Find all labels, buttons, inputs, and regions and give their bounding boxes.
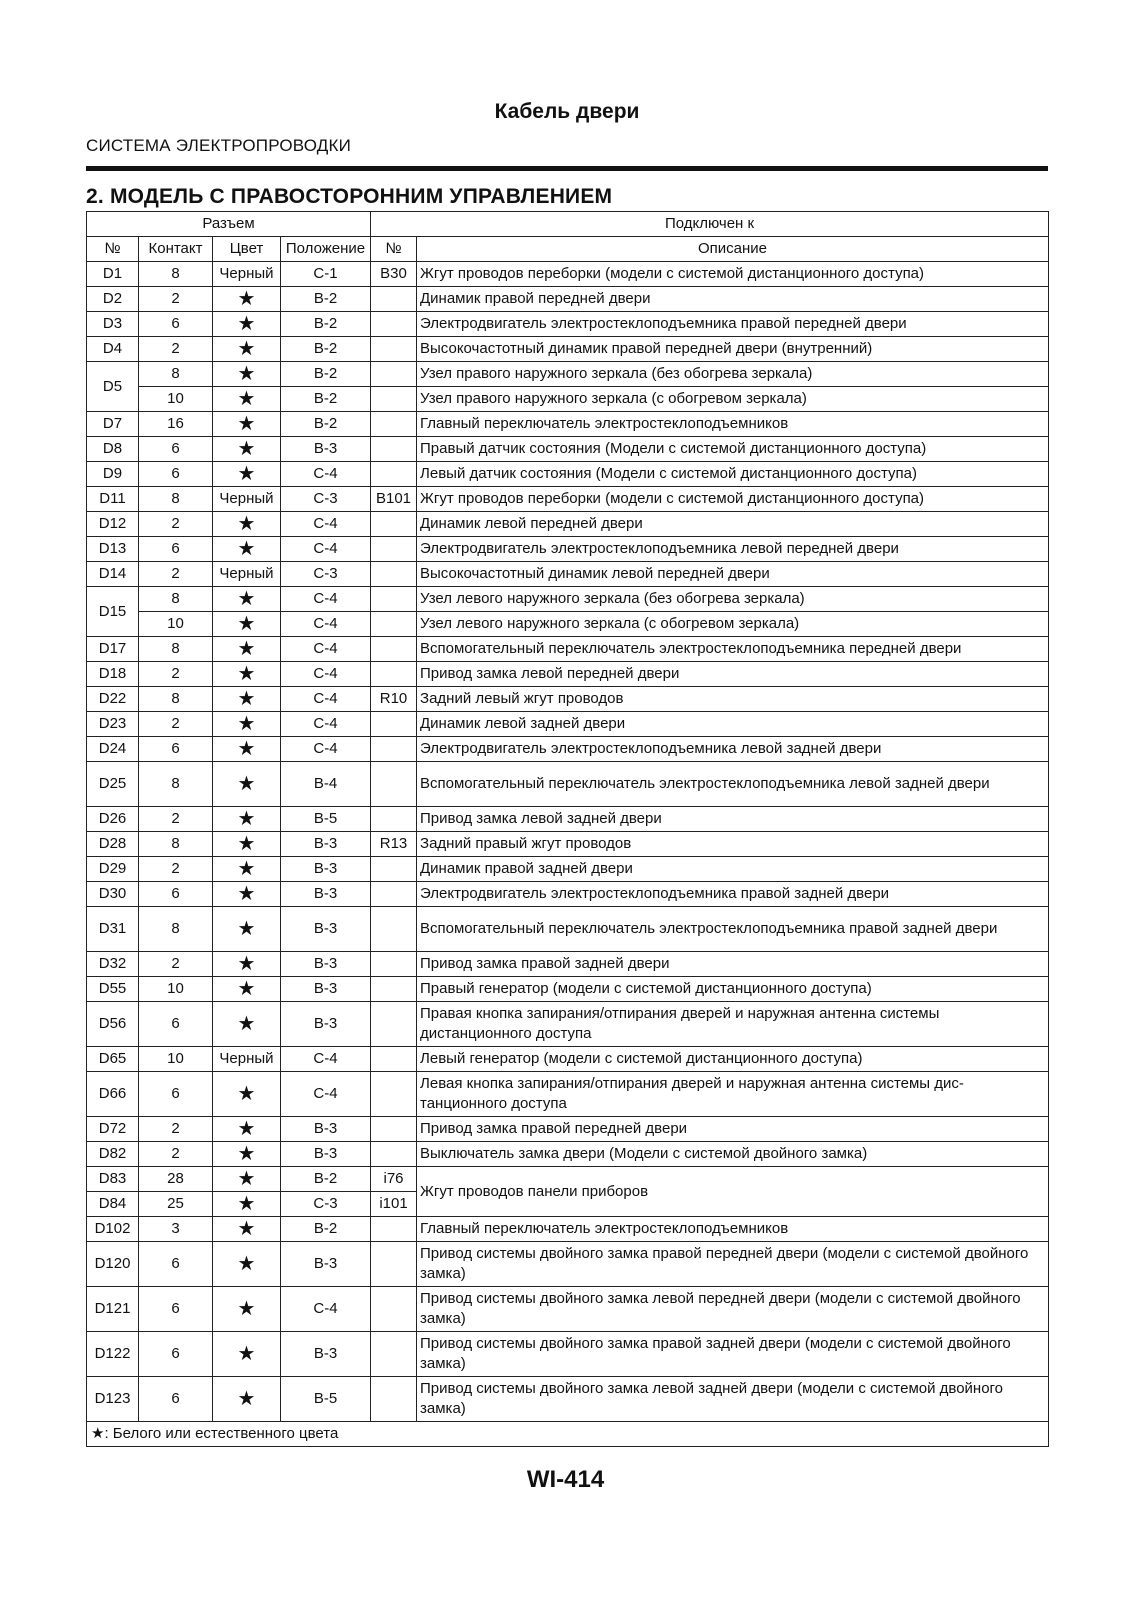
- table-row: [87, 1072, 1049, 1117]
- cell-position: B-2: [281, 1167, 371, 1192]
- cell-connected-no: [371, 977, 417, 1002]
- cell-connected-no: [371, 712, 417, 737]
- cell-position: B-3: [281, 857, 371, 882]
- table-body: [87, 262, 1049, 1422]
- cell-color: ★: [213, 337, 281, 362]
- cell-description: Динамик левой передней двери: [417, 512, 1049, 537]
- cell-connected-no: [371, 287, 417, 312]
- cell-color: Черный: [213, 262, 281, 287]
- cell-connector-no: D102: [87, 1217, 139, 1242]
- cell-contact: 6: [139, 1072, 213, 1117]
- cell-connected-no: [371, 1047, 417, 1072]
- cell-connector-no: D84: [87, 1192, 139, 1217]
- cell-connector-no: D26: [87, 807, 139, 832]
- table-row: [87, 762, 1049, 807]
- cell-color: ★: [213, 1377, 281, 1422]
- cell-color: ★: [213, 662, 281, 687]
- connector-table: [86, 211, 1049, 1447]
- cell-connector-no: D32: [87, 952, 139, 977]
- cell-connector-no: D11: [87, 487, 139, 512]
- cell-connected-no: B30: [371, 262, 417, 287]
- cell-connected-no: [371, 637, 417, 662]
- cell-position: B-2: [281, 412, 371, 437]
- cell-contact: 8: [139, 362, 213, 387]
- cell-connector-no: D1: [87, 262, 139, 287]
- cell-connected-no: [371, 387, 417, 412]
- cell-connected-no: [371, 337, 417, 362]
- cell-color: ★: [213, 1167, 281, 1192]
- cell-contact: 8: [139, 262, 213, 287]
- cell-description: Левая кнопка запирания/отпирания дверей и наружная антенна системы дис-танционного доступа: [417, 1072, 1049, 1117]
- cell-color: ★: [213, 882, 281, 907]
- table-row: [87, 832, 1049, 857]
- cell-contact: 6: [139, 1287, 213, 1332]
- cell-position: B-4: [281, 762, 371, 807]
- cell-position: C-4: [281, 612, 371, 637]
- cell-color: ★: [213, 977, 281, 1002]
- cell-description: Жгут проводов панели приборов: [417, 1167, 1049, 1217]
- cell-position: C-3: [281, 487, 371, 512]
- cell-connected-no: [371, 1377, 417, 1422]
- cell-contact: 6: [139, 462, 213, 487]
- cell-description: Электродвигатель электростеклоподъемника правой передней двери: [417, 312, 1049, 337]
- cell-color: Черный: [213, 1047, 281, 1072]
- cell-contact: 6: [139, 1002, 213, 1047]
- cell-connector-no: D72: [87, 1117, 139, 1142]
- cell-description: Правый датчик состояния (Модели с системой дистанционного доступа): [417, 437, 1049, 462]
- cell-contact: 8: [139, 587, 213, 612]
- table-row: [87, 977, 1049, 1002]
- cell-description: Привод замка левой задней двери: [417, 807, 1049, 832]
- cell-connected-no: i76: [371, 1167, 417, 1192]
- table-row: [87, 952, 1049, 977]
- cell-connector-no: D18: [87, 662, 139, 687]
- header-position: Положение: [281, 237, 371, 262]
- cell-position: C-4: [281, 662, 371, 687]
- cell-description: Вспомогательный переключатель электростеклоподъемника передней двери: [417, 637, 1049, 662]
- cell-contact: 8: [139, 637, 213, 662]
- header-contact: Контакт: [139, 237, 213, 262]
- cell-description: Главный переключатель электростеклоподъемников: [417, 1217, 1049, 1242]
- table-row: [87, 1047, 1049, 1072]
- cell-description: Электродвигатель электростеклоподъемника левой задней двери: [417, 737, 1049, 762]
- cell-connector-no: D22: [87, 687, 139, 712]
- cell-connected-no: [371, 1242, 417, 1287]
- cell-position: B-3: [281, 1142, 371, 1167]
- cell-connected-no: [371, 537, 417, 562]
- cell-position: B-3: [281, 437, 371, 462]
- cell-connected-no: [371, 1332, 417, 1377]
- cell-color: ★: [213, 832, 281, 857]
- cell-position: B-3: [281, 977, 371, 1002]
- table-row: [87, 537, 1049, 562]
- cell-connected-no: [371, 412, 417, 437]
- cell-description: Динамик правой задней двери: [417, 857, 1049, 882]
- cell-color: ★: [213, 1217, 281, 1242]
- cell-position: B-3: [281, 832, 371, 857]
- cell-connector-no: D5: [87, 362, 139, 412]
- table-row: [87, 562, 1049, 587]
- cell-contact: 6: [139, 737, 213, 762]
- cell-color: ★: [213, 437, 281, 462]
- cell-position: B-3: [281, 1002, 371, 1047]
- section-label: СИСТЕМА ЭЛЕКТРОПРОВОДКИ: [86, 136, 352, 155]
- cell-description: Левый генератор (модели с системой дистанционного доступа): [417, 1047, 1049, 1072]
- cell-position: C-1: [281, 262, 371, 287]
- cell-position: B-2: [281, 1217, 371, 1242]
- cell-description: Привод системы двойного замка правой передней двери (модели с системой двойного замка): [417, 1242, 1049, 1287]
- cell-description: Высокочастотный динамик левой передней двери: [417, 562, 1049, 587]
- cell-connected-no: [371, 437, 417, 462]
- cell-connector-no: D29: [87, 857, 139, 882]
- table-row: [87, 1002, 1049, 1047]
- cell-description: Узел правого наружного зеркала (без обогрева зеркала): [417, 362, 1049, 387]
- cell-connected-no: [371, 562, 417, 587]
- cell-color: ★: [213, 1242, 281, 1287]
- cell-position: B-2: [281, 362, 371, 387]
- cell-contact: 25: [139, 1192, 213, 1217]
- cell-connected-no: [371, 857, 417, 882]
- cell-color: ★: [213, 637, 281, 662]
- table-row: [87, 737, 1049, 762]
- cell-position: C-4: [281, 462, 371, 487]
- cell-contact: 2: [139, 712, 213, 737]
- cell-connector-no: D30: [87, 882, 139, 907]
- cell-contact: 8: [139, 762, 213, 807]
- cell-connected-no: i101: [371, 1192, 417, 1217]
- table-row: [87, 287, 1049, 312]
- cell-color: ★: [213, 1192, 281, 1217]
- cell-description: Узел левого наружного зеркала (с обогревом зеркала): [417, 612, 1049, 637]
- table-row: [87, 807, 1049, 832]
- cell-connected-no: [371, 882, 417, 907]
- cell-connector-no: D14: [87, 562, 139, 587]
- cell-position: B-3: [281, 882, 371, 907]
- table-row: [87, 462, 1049, 487]
- table-row: [87, 262, 1049, 287]
- cell-connector-no: D28: [87, 832, 139, 857]
- cell-connector-no: D122: [87, 1332, 139, 1377]
- cell-description: Правый генератор (модели с системой дистанционного доступа): [417, 977, 1049, 1002]
- cell-connected-no: [371, 312, 417, 337]
- cell-position: B-3: [281, 952, 371, 977]
- cell-contact: 8: [139, 907, 213, 952]
- cell-connected-no: B101: [371, 487, 417, 512]
- cell-position: B-5: [281, 807, 371, 832]
- cell-connector-no: D15: [87, 587, 139, 637]
- cell-position: B-3: [281, 1117, 371, 1142]
- cell-position: C-4: [281, 1072, 371, 1117]
- table-row: [87, 487, 1049, 512]
- header-connector-group: Разъем: [87, 212, 371, 237]
- cell-description: Привод системы двойного замка левой передней двери (модели с системой двойного замка): [417, 1287, 1049, 1332]
- cell-contact: 28: [139, 1167, 213, 1192]
- header-rule: [86, 166, 1048, 171]
- cell-connected-no: [371, 362, 417, 387]
- cell-connector-no: D13: [87, 537, 139, 562]
- cell-description: Вспомогательный переключатель электростеклоподъемника левой задней двери: [417, 762, 1049, 807]
- cell-connector-no: D7: [87, 412, 139, 437]
- cell-position: C-4: [281, 512, 371, 537]
- cell-connected-no: [371, 462, 417, 487]
- cell-description: Динамик правой передней двери: [417, 287, 1049, 312]
- cell-color: Черный: [213, 562, 281, 587]
- table-row: [87, 1117, 1049, 1142]
- cell-description: Узел левого наружного зеркала (без обогрева зеркала): [417, 587, 1049, 612]
- cell-connector-no: D2: [87, 287, 139, 312]
- cell-description: Привод замка левой передней двери: [417, 662, 1049, 687]
- cell-color: ★: [213, 587, 281, 612]
- cell-contact: 3: [139, 1217, 213, 1242]
- cell-connected-no: [371, 1117, 417, 1142]
- cell-connector-no: D24: [87, 737, 139, 762]
- cell-contact: 6: [139, 882, 213, 907]
- cell-color: ★: [213, 512, 281, 537]
- cell-color: ★: [213, 1332, 281, 1377]
- cell-connector-no: D17: [87, 637, 139, 662]
- cell-connected-no: [371, 1072, 417, 1117]
- cell-connector-no: D4: [87, 337, 139, 362]
- table-row: [87, 882, 1049, 907]
- cell-color: ★: [213, 1117, 281, 1142]
- cell-color: ★: [213, 462, 281, 487]
- cell-contact: 10: [139, 387, 213, 412]
- cell-description: Выключатель замка двери (Модели с системой двойного замка): [417, 1142, 1049, 1167]
- cell-color: ★: [213, 712, 281, 737]
- cell-connector-no: D31: [87, 907, 139, 952]
- table-row: [87, 337, 1049, 362]
- cell-contact: 6: [139, 1377, 213, 1422]
- cell-description: Электродвигатель электростеклоподъемника правой задней двери: [417, 882, 1049, 907]
- cell-connected-no: [371, 737, 417, 762]
- cell-position: B-3: [281, 1332, 371, 1377]
- cell-connector-no: D23: [87, 712, 139, 737]
- table-row: [87, 362, 1049, 387]
- cell-connected-no: [371, 587, 417, 612]
- cell-description: Привод замка правой передней двери: [417, 1117, 1049, 1142]
- cell-connected-no: [371, 762, 417, 807]
- cell-description: Привод системы двойного замка правой задней двери (модели с системой двойного замка): [417, 1332, 1049, 1377]
- cell-contact: 6: [139, 312, 213, 337]
- table-row: [87, 1242, 1049, 1287]
- cell-contact: 8: [139, 687, 213, 712]
- table-row: [87, 687, 1049, 712]
- cell-color: ★: [213, 762, 281, 807]
- table-row: [87, 437, 1049, 462]
- cell-contact: 8: [139, 487, 213, 512]
- cell-position: B-3: [281, 907, 371, 952]
- cell-contact: 2: [139, 1117, 213, 1142]
- cell-description: Вспомогательный переключатель электростеклоподъемника правой задней двери: [417, 907, 1049, 952]
- cell-contact: 6: [139, 1332, 213, 1377]
- page-number: WI-414: [526, 1466, 605, 1493]
- table-row: [87, 387, 1049, 412]
- header-color: Цвет: [213, 237, 281, 262]
- cell-description: Главный переключатель электростеклоподъемников: [417, 412, 1049, 437]
- cell-position: C-4: [281, 1047, 371, 1072]
- cell-contact: 10: [139, 977, 213, 1002]
- cell-connector-no: D25: [87, 762, 139, 807]
- cell-contact: 2: [139, 662, 213, 687]
- header-no: №: [87, 237, 139, 262]
- cell-connector-no: D121: [87, 1287, 139, 1332]
- cell-description: Левый датчик состояния (Модели с системой дистанционного доступа): [417, 462, 1049, 487]
- table-row: [87, 662, 1049, 687]
- cell-color: ★: [213, 952, 281, 977]
- table-row: [87, 612, 1049, 637]
- cell-connected-no: R10: [371, 687, 417, 712]
- table-row: [87, 1287, 1049, 1332]
- cell-color: ★: [213, 612, 281, 637]
- cell-contact: 2: [139, 287, 213, 312]
- cell-contact: 6: [139, 1242, 213, 1287]
- table-row: [87, 637, 1049, 662]
- cell-connector-no: D55: [87, 977, 139, 1002]
- table-row: [87, 1167, 1049, 1192]
- cell-color: ★: [213, 1002, 281, 1047]
- cell-contact: 2: [139, 512, 213, 537]
- subsection-title: 2. МОДЕЛЬ С ПРАВОСТОРОННИМ УПРАВЛЕНИЕМ: [86, 185, 613, 208]
- cell-contact: 8: [139, 832, 213, 857]
- cell-contact: 2: [139, 857, 213, 882]
- cell-description: Высокочастотный динамик правой передней двери (внутренний): [417, 337, 1049, 362]
- table-row: [87, 1142, 1049, 1167]
- cell-position: C-4: [281, 687, 371, 712]
- cell-description: Правая кнопка запирания/отпирания дверей и наружная антенна системы дистанционного доступа: [417, 1002, 1049, 1047]
- cell-position: C-4: [281, 587, 371, 612]
- cell-position: C-4: [281, 1287, 371, 1332]
- cell-connector-no: D120: [87, 1242, 139, 1287]
- cell-connector-no: D65: [87, 1047, 139, 1072]
- table-row: [87, 587, 1049, 612]
- table-row: [87, 312, 1049, 337]
- cell-connected-no: [371, 1002, 417, 1047]
- cell-color: ★: [213, 312, 281, 337]
- cell-connected-no: R13: [371, 832, 417, 857]
- cell-connector-no: D8: [87, 437, 139, 462]
- cell-description: Задний левый жгут проводов: [417, 687, 1049, 712]
- cell-color: ★: [213, 537, 281, 562]
- cell-connected-no: [371, 1217, 417, 1242]
- cell-connected-no: [371, 1287, 417, 1332]
- cell-connector-no: D83: [87, 1167, 139, 1192]
- cell-connected-no: [371, 807, 417, 832]
- header-connected-group: Подключен к: [371, 212, 1049, 237]
- cell-connector-no: D82: [87, 1142, 139, 1167]
- cell-color: ★: [213, 737, 281, 762]
- cell-description: Привод системы двойного замка левой задней двери (модели с системой двойного замка): [417, 1377, 1049, 1422]
- cell-position: C-4: [281, 712, 371, 737]
- table-row: [87, 1217, 1049, 1242]
- cell-color: ★: [213, 807, 281, 832]
- cell-description: Динамик левой задней двери: [417, 712, 1049, 737]
- cell-description: Жгут проводов переборки (модели с системой дистанционного доступа): [417, 487, 1049, 512]
- cell-connected-no: [371, 612, 417, 637]
- cell-contact: 16: [139, 412, 213, 437]
- cell-contact: 10: [139, 1047, 213, 1072]
- cell-color: ★: [213, 687, 281, 712]
- cell-connector-no: D123: [87, 1377, 139, 1422]
- cell-position: B-2: [281, 312, 371, 337]
- document-header: [86, 96, 1048, 209]
- cell-contact: 2: [139, 807, 213, 832]
- cell-connector-no: D56: [87, 1002, 139, 1047]
- cell-description: Привод замка правой задней двери: [417, 952, 1049, 977]
- cell-connected-no: [371, 952, 417, 977]
- cell-connected-no: [371, 512, 417, 537]
- cell-description: Задний правый жгут проводов: [417, 832, 1049, 857]
- cell-color: Черный: [213, 487, 281, 512]
- legend-note: ★: Белого или естественного цвета: [87, 1422, 1049, 1447]
- cell-color: ★: [213, 857, 281, 882]
- cell-position: B-5: [281, 1377, 371, 1422]
- cell-contact: 6: [139, 437, 213, 462]
- cell-position: C-4: [281, 537, 371, 562]
- cell-contact: 6: [139, 537, 213, 562]
- cell-color: ★: [213, 387, 281, 412]
- cell-description: Электродвигатель электростеклоподъемника левой передней двери: [417, 537, 1049, 562]
- table-row: [87, 712, 1049, 737]
- table-row: [87, 857, 1049, 882]
- cell-description: Узел правого наружного зеркала (с обогревом зеркала): [417, 387, 1049, 412]
- cell-connector-no: D12: [87, 512, 139, 537]
- cell-color: ★: [213, 907, 281, 952]
- cell-position: B-2: [281, 287, 371, 312]
- cell-position: C-3: [281, 1192, 371, 1217]
- cell-position: B-3: [281, 1242, 371, 1287]
- cell-color: ★: [213, 1142, 281, 1167]
- cell-color: ★: [213, 287, 281, 312]
- table-row: [87, 1332, 1049, 1377]
- cell-contact: 10: [139, 612, 213, 637]
- cell-color: ★: [213, 1287, 281, 1332]
- table-row: [87, 1377, 1049, 1422]
- cell-color: ★: [213, 362, 281, 387]
- cell-connected-no: [371, 907, 417, 952]
- page-title: Кабель двери: [494, 100, 640, 123]
- header-description: Описание: [417, 237, 1049, 262]
- cell-position: C-4: [281, 637, 371, 662]
- table-row: [87, 412, 1049, 437]
- cell-connected-no: [371, 662, 417, 687]
- cell-position: B-2: [281, 387, 371, 412]
- cell-contact: 2: [139, 1142, 213, 1167]
- cell-contact: 2: [139, 562, 213, 587]
- cell-contact: 2: [139, 337, 213, 362]
- cell-color: ★: [213, 412, 281, 437]
- cell-description: Жгут проводов переборки (модели с системой дистанционного доступа): [417, 262, 1049, 287]
- cell-connected-no: [371, 1142, 417, 1167]
- cell-connector-no: D3: [87, 312, 139, 337]
- header-to-no: №: [371, 237, 417, 262]
- cell-color: ★: [213, 1072, 281, 1117]
- cell-connector-no: D66: [87, 1072, 139, 1117]
- table-row: [87, 512, 1049, 537]
- cell-position: C-3: [281, 562, 371, 587]
- cell-position: C-4: [281, 737, 371, 762]
- cell-contact: 2: [139, 952, 213, 977]
- cell-connector-no: D9: [87, 462, 139, 487]
- table-row: [87, 907, 1049, 952]
- cell-position: B-2: [281, 337, 371, 362]
